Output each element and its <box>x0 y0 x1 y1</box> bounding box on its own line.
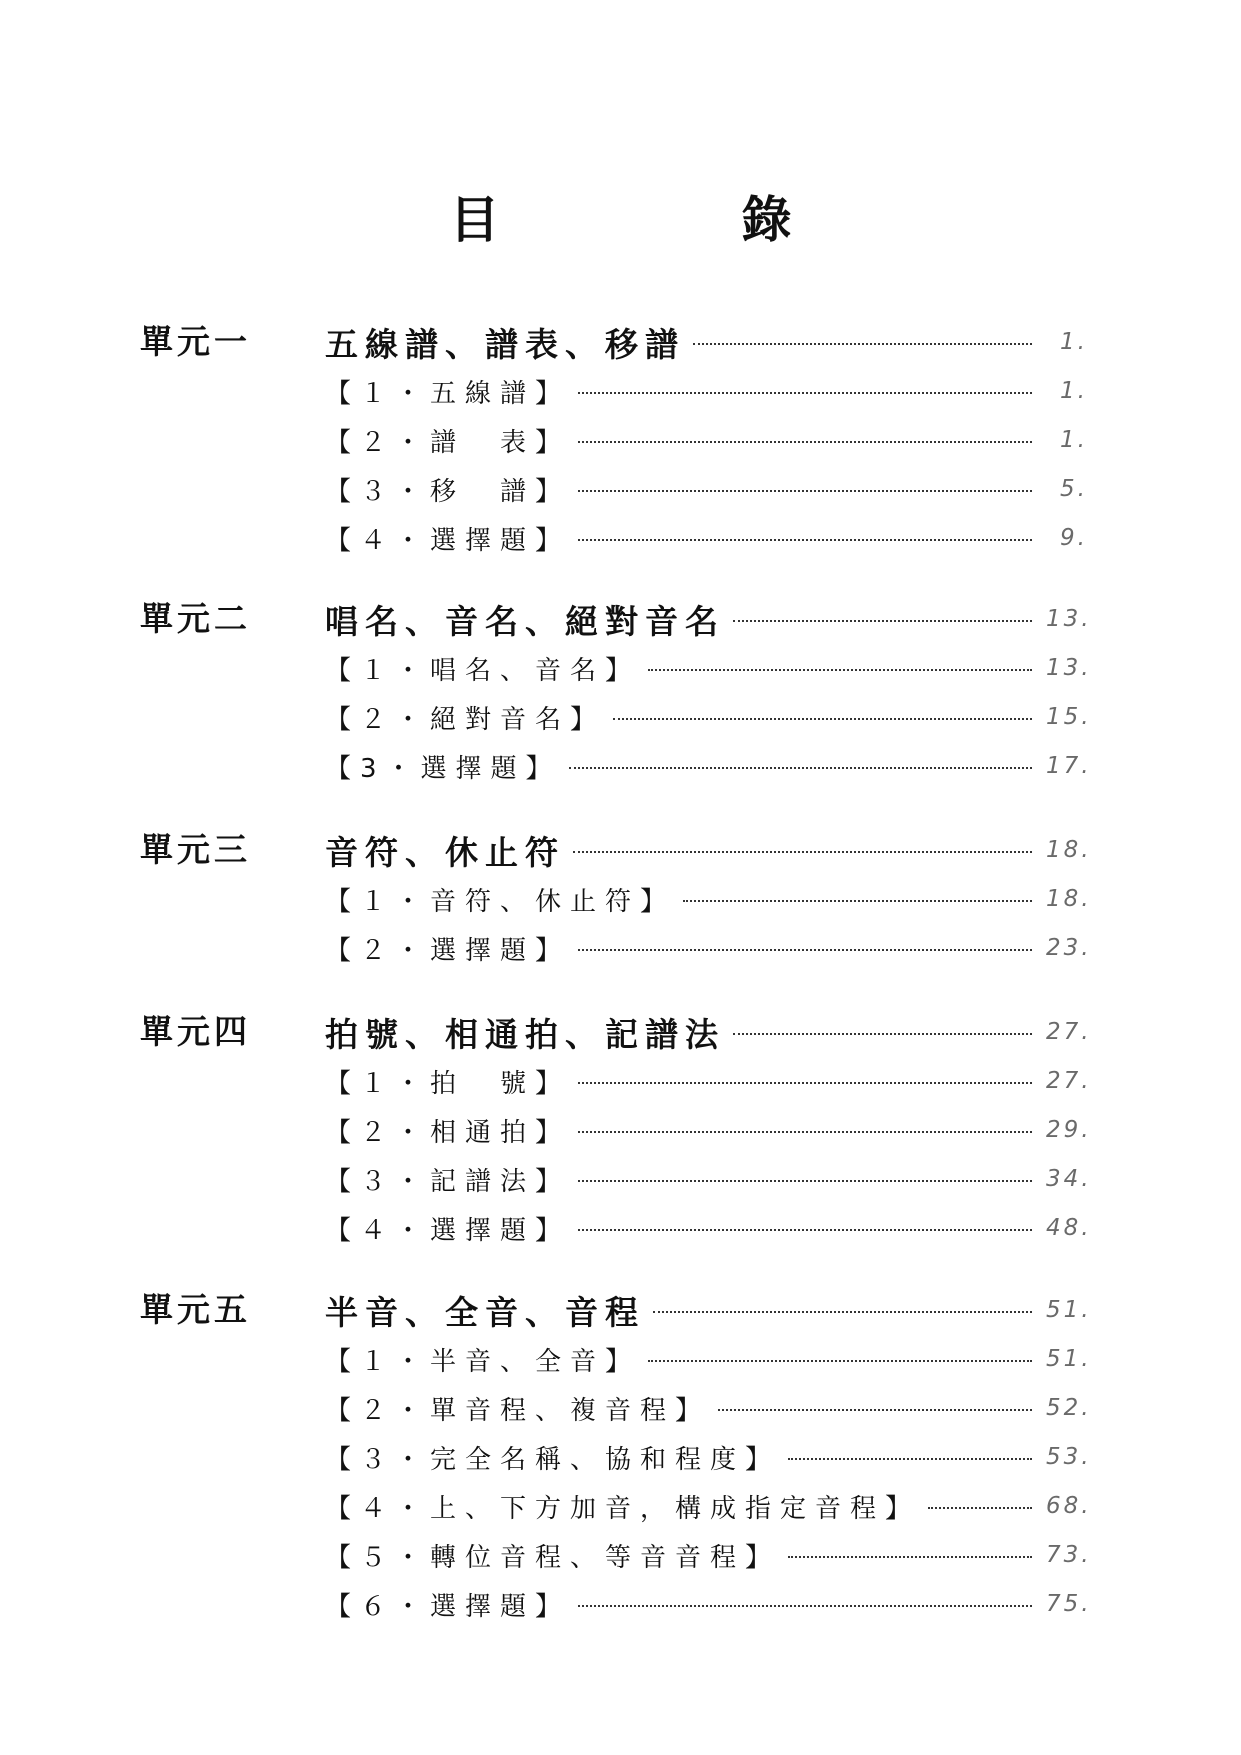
toc-item[interactable] <box>325 1482 1092 1530</box>
unit-heading-row[interactable] <box>325 595 1092 643</box>
dot-leader <box>578 1180 1032 1182</box>
toc-item[interactable] <box>325 742 1092 790</box>
unit-heading: 五線譜、譜表、移譜 <box>325 324 685 364</box>
toc-item[interactable] <box>325 1106 1092 1154</box>
toc-item-label: 【４・選擇題】 <box>325 1215 571 1246</box>
dot-leader <box>693 343 1032 345</box>
dot-leader <box>578 949 1032 951</box>
toc-item-label: 【２・相通拍】 <box>325 1117 571 1148</box>
toc-item[interactable] <box>325 367 1088 415</box>
page-number: 27. <box>1046 1068 1092 1094</box>
toc-item-label: 【１・拍 號】 <box>325 1068 571 1099</box>
dot-leader <box>733 620 1032 622</box>
dot-leader <box>578 1605 1032 1607</box>
page-title: 目 錄 <box>449 190 888 249</box>
unit-label: 單元三 <box>140 830 251 869</box>
toc-item[interactable] <box>325 875 1092 923</box>
toc-item-label: 【２・譜 表】 <box>325 427 571 458</box>
toc-item-label: 【3・選擇題】 <box>325 753 561 784</box>
page-number: 15. <box>1046 704 1092 730</box>
toc-item-label: 【４・上、下方加音，構成指定音程】 <box>325 1493 921 1524</box>
toc-item-label: 【１・音符、休止符】 <box>325 886 676 917</box>
page-number: 48. <box>1046 1215 1092 1241</box>
page-number: 34. <box>1046 1166 1092 1192</box>
page-number: 23. <box>1046 935 1092 961</box>
dot-leader <box>569 767 1032 769</box>
unit-heading: 拍號、相通拍、記譜法 <box>325 1014 725 1054</box>
toc-item[interactable] <box>325 1204 1092 1252</box>
dot-leader <box>578 441 1032 443</box>
toc-item[interactable] <box>325 1335 1092 1383</box>
dot-leader <box>578 392 1032 394</box>
unit-heading: 半音、全音、音程 <box>325 1292 645 1332</box>
page-number: 51. <box>1046 1346 1092 1372</box>
toc-item[interactable] <box>325 924 1092 972</box>
dot-leader <box>578 490 1032 492</box>
page-number: 13. <box>1046 655 1092 681</box>
toc-item-label: 【３・記譜法】 <box>325 1166 571 1197</box>
toc-item[interactable] <box>325 1155 1092 1203</box>
unit-heading: 音符、休止符 <box>325 832 565 872</box>
page-number: 18. <box>1046 886 1092 912</box>
dot-leader <box>613 718 1032 720</box>
toc-item[interactable] <box>325 465 1088 513</box>
dot-leader <box>928 1507 1032 1509</box>
toc-item[interactable] <box>325 693 1092 741</box>
dot-leader <box>683 900 1032 902</box>
toc-item-label: 【６・選擇題】 <box>325 1591 571 1622</box>
page-number: 13. <box>1046 606 1092 632</box>
dot-leader <box>648 1360 1032 1362</box>
toc-item[interactable] <box>325 416 1088 464</box>
dot-leader <box>578 539 1032 541</box>
toc-item[interactable] <box>325 514 1088 562</box>
dot-leader <box>733 1033 1032 1035</box>
unit-heading-row[interactable] <box>325 826 1092 874</box>
page-number: 27. <box>1046 1019 1092 1045</box>
page-number: 18. <box>1046 837 1092 863</box>
page-number: 68. <box>1046 1493 1092 1519</box>
page-number: 1. <box>1060 427 1088 453</box>
toc-item[interactable] <box>325 644 1092 692</box>
dot-leader <box>578 1229 1032 1231</box>
page-number: 53. <box>1046 1444 1092 1470</box>
toc-item-label: 【５・轉位音程、等音音程】 <box>325 1542 781 1573</box>
dot-leader <box>788 1458 1032 1460</box>
unit-heading-row[interactable] <box>325 1286 1092 1334</box>
page-number: 9. <box>1060 525 1088 551</box>
toc-item-label: 【２・絕對音名】 <box>325 704 606 735</box>
dot-leader <box>578 1082 1032 1084</box>
unit-heading-row[interactable] <box>325 318 1088 366</box>
page-number: 52. <box>1046 1395 1092 1421</box>
unit-heading: 唱名、音名、絕對音名 <box>325 601 725 641</box>
dot-leader <box>578 1131 1032 1133</box>
toc-item-label: 【１・五線譜】 <box>325 378 571 409</box>
toc-item[interactable] <box>325 1580 1092 1628</box>
unit-label: 單元四 <box>140 1012 251 1051</box>
toc-item-label: 【３・完全名稱、協和程度】 <box>325 1444 781 1475</box>
unit-heading-row[interactable] <box>325 1008 1092 1056</box>
toc-item[interactable] <box>325 1433 1092 1481</box>
dot-leader <box>653 1311 1032 1313</box>
unit-label: 單元五 <box>140 1290 251 1329</box>
toc-item[interactable] <box>325 1531 1092 1579</box>
dot-leader <box>788 1556 1032 1558</box>
toc-item-label: 【１・半音、全音】 <box>325 1346 641 1377</box>
page-number: 51. <box>1046 1297 1092 1323</box>
toc-item[interactable] <box>325 1384 1092 1432</box>
page-number: 75. <box>1046 1591 1092 1617</box>
unit-label: 單元二 <box>140 599 251 638</box>
page-number: 1. <box>1060 329 1088 355</box>
toc-item-label: 【４・選擇題】 <box>325 525 571 556</box>
dot-leader <box>718 1409 1032 1411</box>
page-number: 73. <box>1046 1542 1092 1568</box>
toc-item-label: 【１・唱名、音名】 <box>325 655 641 686</box>
toc-item-label: 【２・選擇題】 <box>325 935 571 966</box>
dot-leader <box>573 851 1032 853</box>
page-number: 5. <box>1060 476 1088 502</box>
dot-leader <box>648 669 1032 671</box>
toc-item[interactable] <box>325 1057 1092 1105</box>
toc-item-label: 【３・移 譜】 <box>325 476 571 507</box>
page-number: 29. <box>1046 1117 1092 1143</box>
toc-item-label: 【２・單音程、複音程】 <box>325 1395 711 1426</box>
page-number: 1. <box>1060 378 1088 404</box>
page-number: 17. <box>1046 753 1092 779</box>
unit-label: 單元一 <box>140 322 251 361</box>
